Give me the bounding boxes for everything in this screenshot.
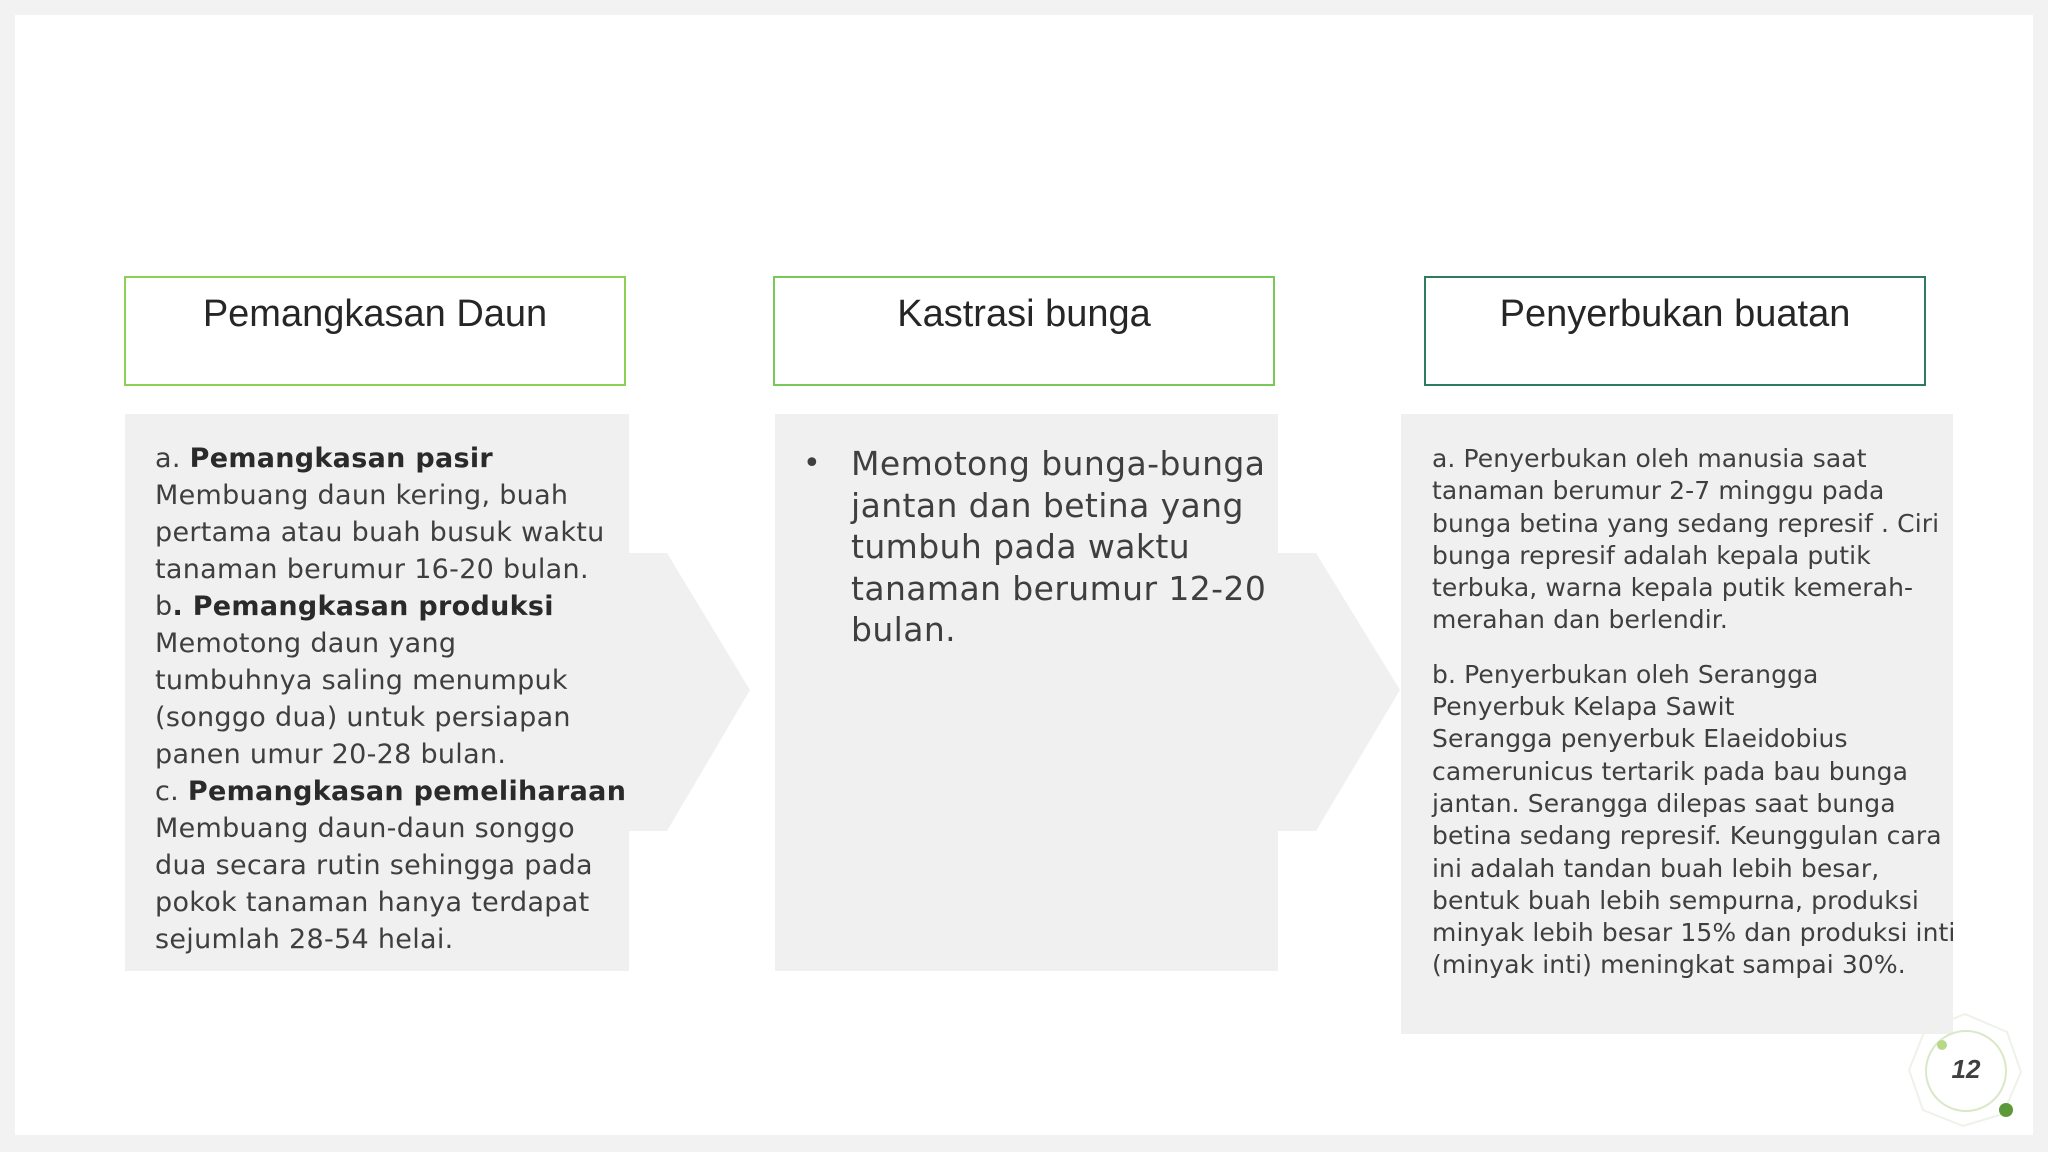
header-kastrasi-bunga xyxy=(773,276,1275,386)
paragraph-a xyxy=(1432,443,1940,637)
paragraph-line: merahan dan berlendir. xyxy=(1432,605,1728,635)
item-b-text: panen umur 20-28 bulan. xyxy=(155,739,507,770)
item-c-text: Membuang daun-daun songgo xyxy=(155,813,575,844)
bullet-text: tanaman berumur 12-20 xyxy=(851,568,1267,608)
kastrasi-content xyxy=(803,443,1273,651)
paragraph-line: camerunicus tertarik pada bau bunga xyxy=(1432,756,1909,786)
paragraph-line: ini adalah tandan buah lebih besar, xyxy=(1432,853,1880,883)
paragraph-line: (minyak inti) meningkat sampai 30%. xyxy=(1432,950,1906,980)
penyerbukan-content xyxy=(1432,443,1956,1004)
item-c-text: dua secara rutin sehingga pada xyxy=(155,850,593,881)
paragraph-line: tanaman berumur 2-7 minggu pada xyxy=(1432,476,1885,506)
paragraph-line: Serangga penyerbuk Elaeidobius xyxy=(1432,724,1848,754)
header-title: Penyerbukan buatan xyxy=(1499,293,1851,335)
item-c-text: pokok tanaman hanya terdapat xyxy=(155,887,590,918)
accent-dot-light xyxy=(1937,1040,1947,1050)
item-a-text: Membuang daun kering, buah xyxy=(155,480,569,511)
paragraph-line: b. Penyerbukan oleh Serangga xyxy=(1432,659,1819,689)
bullet-text: tumbuh pada waktu xyxy=(851,527,1191,566)
paragraph-line: bunga represif adalah kepala putik xyxy=(1432,540,1871,570)
bullet-text: jantan dan betina yang xyxy=(851,485,1244,525)
bullet-icon: • xyxy=(803,446,822,481)
paragraph-line: terbuka, warna kepala putik kemerah- xyxy=(1432,573,1914,603)
item-b-text: (songgo dua) untuk persiapan xyxy=(155,702,571,733)
paragraph-b xyxy=(1432,659,1956,982)
pemangkasan-content xyxy=(155,440,627,958)
bullet-text: Memotong bunga-bunga xyxy=(851,444,1266,483)
bullet-text: bulan. xyxy=(851,610,957,649)
paragraph-line: Penyerbuk Kelapa Sawit xyxy=(1432,692,1735,722)
paragraph-line: a. Penyerbukan oleh manusia saat xyxy=(1432,444,1867,473)
item-a-text: tanaman berumur 16-20 bulan. xyxy=(155,554,589,585)
header-title: Pemangkasan Daun xyxy=(202,293,548,335)
paragraph-line: jantan. Serangga dilepas saat bunga xyxy=(1432,788,1896,818)
item-c-heading: c. Pemangkasan pemeliharaan xyxy=(155,776,627,807)
item-c-text: sejumlah 28-54 helai. xyxy=(155,924,454,955)
paragraph-line: minyak lebih besar 15% dan produksi inti xyxy=(1432,918,1956,948)
paragraph-line: betina sedang represif. Keunggulan cara xyxy=(1432,821,1942,851)
accent-dot-dark xyxy=(1999,1103,2013,1117)
item-a-text: pertama atau buah busuk waktu xyxy=(155,517,605,548)
header-penyerbukan-buatan xyxy=(1424,276,1926,386)
paragraph-line: bunga betina yang sedang represif . Ciri xyxy=(1432,508,1940,538)
header-pemangkasan-daun xyxy=(124,276,626,386)
page-number: 12 xyxy=(1951,1054,1981,1084)
item-a-heading: a. Pemangkasan pasir xyxy=(155,443,494,474)
item-b-heading: b. Pemangkasan produksi xyxy=(155,591,554,622)
item-b-text: Memotong daun yang xyxy=(155,628,457,659)
bullet-item xyxy=(803,443,1273,651)
item-b-text: tumbuhnya saling menumpuk xyxy=(155,665,568,696)
paragraph-line: bentuk buah lebih sempurna, produksi xyxy=(1432,885,1919,915)
header-title: Kastrasi bunga xyxy=(897,293,1151,335)
